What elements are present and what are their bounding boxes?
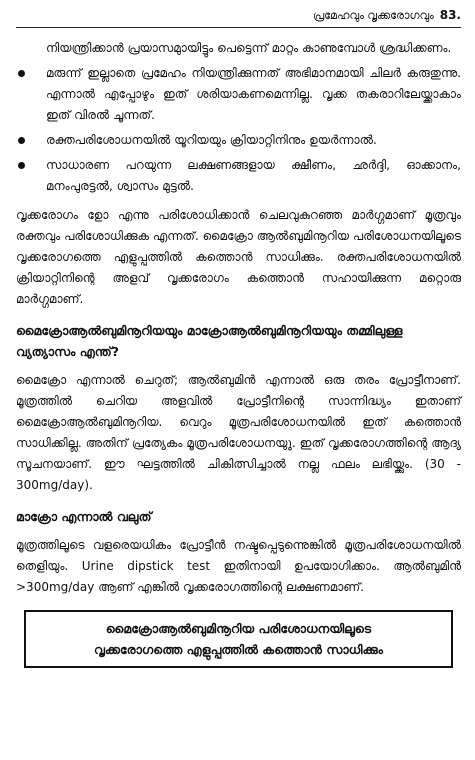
- list-item: [16, 155, 461, 197]
- symptom-list: [16, 63, 461, 197]
- bullet-icon: [18, 162, 25, 169]
- highlight-line-1: മൈക്രോആൽബുമിനൂറിയ പരിശോധനയിലൂടെ: [105, 621, 372, 636]
- list-item-text: സാധാരണ പറയുന്ന ലക്ഷണങ്ങളായ ക്ഷീണം, ഛർദ്ദി, ഓക്കാനം, മനംപുരട്ടൽ, ശ്വാസം മുട്ടൽ.: [46, 158, 461, 193]
- paragraph-micro: മൈക്രോ എന്നാൽ ചെറുത്; ആൽബുമിൻ എന്നാൽ ഒരു തരം പ്രോട്ടീനാണ്. മൂത്രത്തിൽ ചെറിയ അളവിൽ പ്രോട്ടീനിന്റെ സാന്നിദ്ധ്യം ഇതാണ് മൈക്രോആൽബുമിനൂറിയ. വെറും മൂത്രപരിശോധനയിൽ ഇത് കത്തൊൻ സാധിക്കില്ല. അതിന് പ്രത്യേകം മൂത്രപരിശോധനയുു. ഇത് വൃക്കരോഗത്തിന്റെ ആദ്യ സൂചനയാണ്. ഈ ഘട്ടത്തിൽ ചികിത്സിച്ചാൽ നല്ല ഫലം ലഭിയ്ക്കും. (30 - 300mg/day).: [16, 373, 461, 492]
- highlight-line-2: വൃക്കരോഗത്തെ എളുപ്പത്തിൽ കത്തൊൻ സാധിക്കും: [94, 642, 383, 657]
- list-item-text: മരുന്ന് ഇല്ലാതെ പ്രമേഹം നിയന്ത്രിക്കുന്നത് അഭിമാനമായി ചിലർ കരുതുന്നു. എന്നാൽ എപ്പോഴും ഇത് ശരിയാകണമെന്നില്ല. വൃക്ക തകരാറിലേയ്ക്കാകാം ഇത് വിരൽ ചൂന്നത്.: [46, 66, 461, 122]
- continued-text: നിയന്ത്രിക്കാൻ പ്രയാസമുായിട്ടും പെട്ടെന്ന് മാറ്റം കാണുമ്പോൾ ശ്രദ്ധിക്കണം.: [46, 41, 452, 55]
- running-header: [16, 0, 461, 28]
- paragraph-tests: വൃക്കരോഗം ഉോ എന്നു പരിശോധിക്കാൻ ചെലവുകുറഞ്ഞ മാർഗ്ഗമാണ് മൂത്രവും രക്തവും പരിശോധിക്കുക എന്നത്. മൈക്രോ ആൽബുമിനൂറിയ പരിശോധനയിലൂടെ വൃക്കരോഗത്തെ എളുപ്പത്തിൽ കത്തൊൻ സാധിക്കും. രക്തപരിശോധനയിൽ ക്രിയാറ്റിനിന്റെ അളവ് വൃക്കരോഗം കത്തൊൻ സഹായിക്കുന്ന മറ്റൊരു മാർഗ്ഗമാണ്.: [16, 208, 461, 306]
- section-heading-difference: മൈക്രോആൽബുമിനൂറിയയും മാക്രോആൽബുമിനൂറിയയും തമ്മിലുള്ള വ്യത്യാസം എന്ത്?: [16, 323, 403, 359]
- bullet-icon: [18, 137, 25, 144]
- section-heading-macro: മാക്രോ എന്നാൽ വലുത്: [16, 509, 152, 524]
- running-title: പ്രമേഹവും വൃക്കരോഗവും: [313, 9, 434, 22]
- list-item-text: രക്തപരിശോധനയിൽ യൂറിയയും ക്രിയാറ്റിനിനും ഉയർന്നാൽ.: [46, 133, 377, 147]
- list-item: [16, 63, 461, 126]
- highlight-box: [24, 610, 453, 668]
- list-item: [16, 130, 461, 151]
- bullet-icon: [18, 70, 25, 77]
- paragraph-macro: മൂത്രത്തിലൂടെ വളരെയധികം പ്രോട്ടീൻ നഷ്ടപ്പെടുന്നുെങ്കിൽ മൂത്രപരിശോധനയിൽ തെളിയും. Urine dipstick test ഇതിനായി ഉപയോഗിക്കാം. ആൽബുമിൻ >300mg/day ആണ് എങ്കിൽ വൃക്കരോഗത്തിന്റെ ലക്ഷണമാണ്.: [16, 538, 461, 594]
- page-number: 83.: [439, 8, 461, 22]
